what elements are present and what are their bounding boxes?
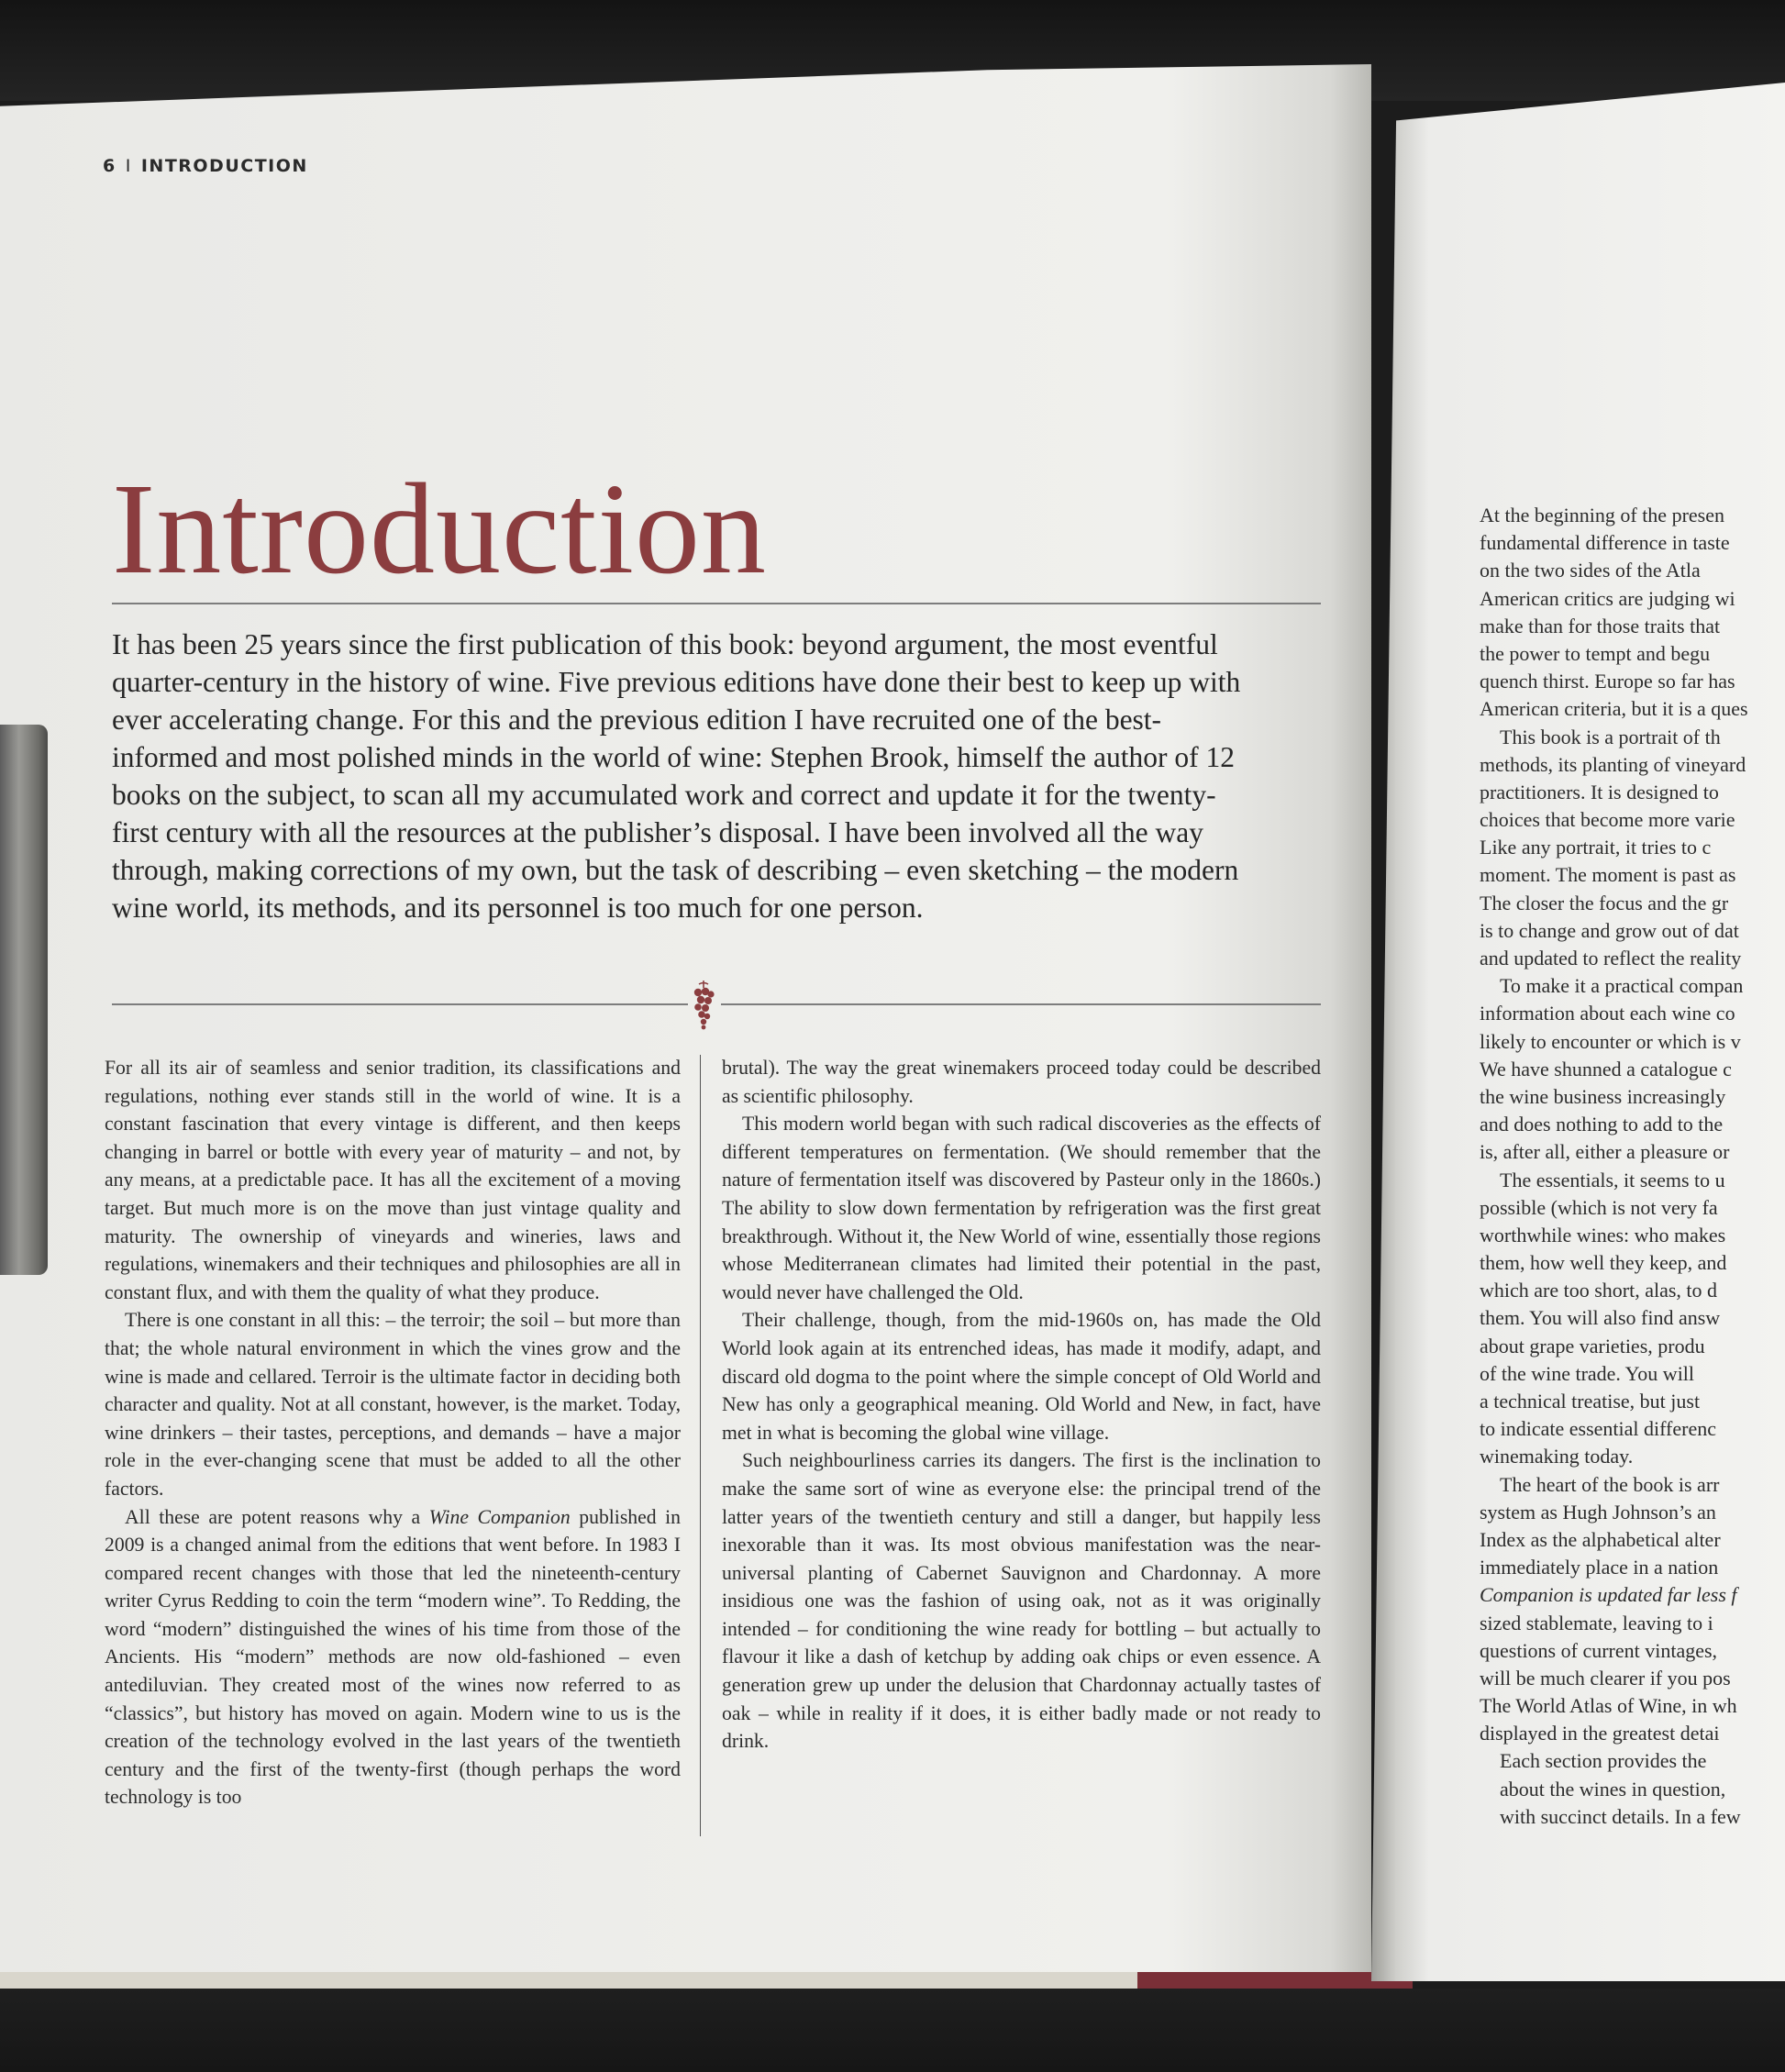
right-page-line: fundamental difference in taste xyxy=(1480,531,1730,555)
right-page-line: winemaking today. xyxy=(1480,1445,1634,1468)
right-page-line: the power to tempt and begu xyxy=(1480,641,1711,665)
right-page-column xyxy=(1480,502,1785,1831)
body-paragraph xyxy=(105,1503,681,1812)
right-page-line: is to change and grow out of dat xyxy=(1480,918,1739,942)
right-page-line: choices that become more varie xyxy=(1480,808,1735,832)
right-page-line: American critics are judging wi xyxy=(1480,586,1735,610)
body-text: published in 2009 is a changed animal from the editions that went before. In 1983 I compared recent changes with those that led the nineteenth-century writer Cyrus Redding to coin the term “modern wine”. To Redding, the word “modern” distinguished the wines of his time from those of the Ancients. His “modern” methods are now old-fashioned – even antediluvian. They created most of the wines now referred to as “classics”, but history has moved on again. Modern wine to us is the creation of the technology evolved in the last years of the twentieth century and the first of the twenty-first (though perhaps the word technology is too xyxy=(105,1505,681,1809)
lead-paragraph: It has been 25 years since the first publication of this book: beyond argument, the most eventful quarter-century in the history of wine. Five previous editions have done their best to keep up with ever accelerating change. For this and the previous edition I have recruited one of the best-informed and most polished minds in the world of wine: Stephen Brook, himself the author of 12 books on the subject, to scan all my accumulated work and correct and update it for the twenty-first century with all the resources at the publisher’s disposal. I have been involved all the way through, making corrections of my own, but the task of describing – even sketching – the modern wine world, its methods, and its personnel is too much for one person. xyxy=(112,628,1241,924)
right-page-line: about grape varieties, produ xyxy=(1480,1334,1705,1357)
page-number: 6 xyxy=(103,156,116,176)
right-page-line: is, after all, either a pleasure or xyxy=(1480,1140,1730,1164)
right-page-line: on the two sides of the Atla xyxy=(1480,559,1701,582)
body-paragraph: This modern world began with such radical discoveries as the effects of different temperatures on fermentation. (We should remember that the nature of fermentation itself was discovered by Pasteur only in the 1860s.) The ability to slow down fermentation by refrigeration was the first great breakthrough. Without it, the New World of wine, essentially those regions whose Mediterranean climates had limited their potential in the past, would never have challenged the Old. xyxy=(722,1113,1321,1303)
right-page-line: methods, its planting of vineyard xyxy=(1480,752,1746,776)
right-page-line: about the wines in question, xyxy=(1500,1777,1726,1801)
right-page-line: moment. The moment is past as xyxy=(1480,863,1736,887)
photo-background-bottom xyxy=(0,1989,1785,2072)
right-page-line: displayed in the greatest detai xyxy=(1480,1722,1720,1745)
right-page-line: Like any portrait, it tries to c xyxy=(1480,836,1712,859)
right-page-line: information about each wine co xyxy=(1480,1002,1735,1025)
right-page-line: system as Hugh Johnson’s an xyxy=(1480,1500,1716,1524)
right-page-line: them, how well they keep, and xyxy=(1480,1251,1727,1275)
ornament-rule-right xyxy=(721,1003,1321,1005)
body-text: All these are potent reasons why a xyxy=(125,1505,429,1528)
right-page-line: to indicate essential differenc xyxy=(1480,1417,1716,1441)
right-page-line: will be much clearer if you pos xyxy=(1480,1666,1731,1690)
right-page-line: worthwhile wines: who makes xyxy=(1480,1223,1726,1247)
right-page-line: The heart of the book is arr xyxy=(1500,1472,1720,1496)
right-page-line: sized stablemate, leaving to i xyxy=(1480,1611,1713,1634)
page-title: Introduction xyxy=(112,456,767,601)
book-title-italic: Wine Companion xyxy=(428,1505,571,1528)
adjacent-book-object xyxy=(0,725,48,1275)
running-head xyxy=(103,156,308,176)
title-rule xyxy=(112,603,1321,604)
body-paragraph: For all its air of seamless and senior tradition, its classifications and regulations, nothing ever stands still in the world of wine. It is a constant fascination that every vintage is different, and then keeps changing in barrel or bottle with every year of maturity – and not, by any means, at a predictable pace. It has all the excitement of a moving target. But much more is on the move than just vintage quality and maturity. The ownership of vineyards and wineries, laws and regulations, winemakers and their techniques and philosophies are all in constant flux, and with them the quality of what they produce. xyxy=(105,1057,681,1303)
right-page-line: likely to encounter or which is v xyxy=(1480,1029,1741,1053)
body-paragraph: Such neighbourliness carries its dangers. The first is the inclination to make the same sort of wine as everyone else: the principal trend of the latter years of the twentieth century and still a danger, but happily less inexorable than it was. Its most obvious manifestation was the near-universal planting of Cabernet Sauvignon and Chardonnay. A more insidious one was the fashion of using oak, not as it was originally intended – for conditioning the wine ready for bottling – but actually to flavour it like a dash of ketchup by adding oak chips or even essence. A generation grew up under the delusion that Chardonnay actually tastes of oak – while in reality if it does, it is either badly made or not ready to drink. xyxy=(722,1449,1321,1753)
right-page-line: quench thirst. Europe so far has xyxy=(1480,670,1735,693)
right-page-line: American criteria, but it is a ques xyxy=(1480,697,1748,721)
body-column-2 xyxy=(722,1054,1321,1756)
right-page-line: The closer the focus and the gr xyxy=(1480,891,1729,914)
right-page-line: This book is a portrait of th xyxy=(1500,725,1721,748)
right-page-line: and updated to reflect the reality xyxy=(1480,947,1742,970)
right-page-line: To make it a practical compan xyxy=(1500,974,1744,998)
right-page-line: immediately place in a nation xyxy=(1480,1556,1719,1579)
ornament-rule-left xyxy=(112,1003,688,1005)
running-head-section: INTRODUCTION xyxy=(140,156,308,176)
right-page-line: We have shunned a catalogue c xyxy=(1480,1057,1732,1080)
running-head-separator: I xyxy=(125,156,132,176)
right-page-line: At the beginning of the presen xyxy=(1480,504,1724,526)
body-paragraph: brutal). The way the great winemakers proceed today could be described as scientific philosophy. xyxy=(722,1057,1321,1107)
right-page-line: of the wine trade. You will xyxy=(1480,1361,1695,1385)
right-page-line: possible (which is not very fa xyxy=(1480,1195,1718,1219)
right-page-line: and does nothing to add to the xyxy=(1480,1113,1724,1136)
body-column-1 xyxy=(105,1054,681,1812)
right-page-line: Companion is updated far less f xyxy=(1480,1583,1737,1607)
right-page-line: The essentials, it seems to u xyxy=(1500,1168,1725,1191)
grape-bunch-icon xyxy=(692,979,715,1030)
column-divider xyxy=(700,1055,701,1836)
right-page-line: Index as the alphabetical alter xyxy=(1480,1527,1721,1551)
right-page-line: The World Atlas of Wine, in wh xyxy=(1480,1694,1737,1718)
right-page-line: questions of current vintages, xyxy=(1480,1638,1718,1662)
right-page-line: Each section provides the xyxy=(1500,1749,1707,1773)
right-page-line: which are too short, alas, to d xyxy=(1480,1279,1718,1302)
right-page-line: make than for those traits that xyxy=(1480,614,1721,637)
right-page-line: with succinct details. In a few xyxy=(1500,1804,1741,1828)
right-page-line: the wine business increasingly xyxy=(1480,1084,1726,1108)
body-paragraph: Their challenge, though, from the mid-1960s on, has made the Old World look again at its entrenched ideas, has made it modify, adapt, and discard old dogma to the point where the simple concept of Old World and New has only a geographical meaning. Old World and New, in fact, have met in what is becoming the global wine village. xyxy=(722,1309,1321,1444)
right-page-line: practitioners. It is designed to xyxy=(1480,780,1719,803)
right-page-line: a technical treatise, but just xyxy=(1480,1390,1701,1413)
right-page-line: them. You will also find answ xyxy=(1480,1306,1721,1330)
body-paragraph: There is one constant in all this: – the terroir; the soil – but more than that; the whole natural environment in which the vines grow and the wine is made and cellared. Terroir is the ultimate factor in deciding both character and quality. Not at all constant, however, is the market. Today, wine drinkers – their tastes, perceptions, and demands – have a major role in the ever-changing scene that must be added to all the other factors. xyxy=(105,1309,681,1500)
